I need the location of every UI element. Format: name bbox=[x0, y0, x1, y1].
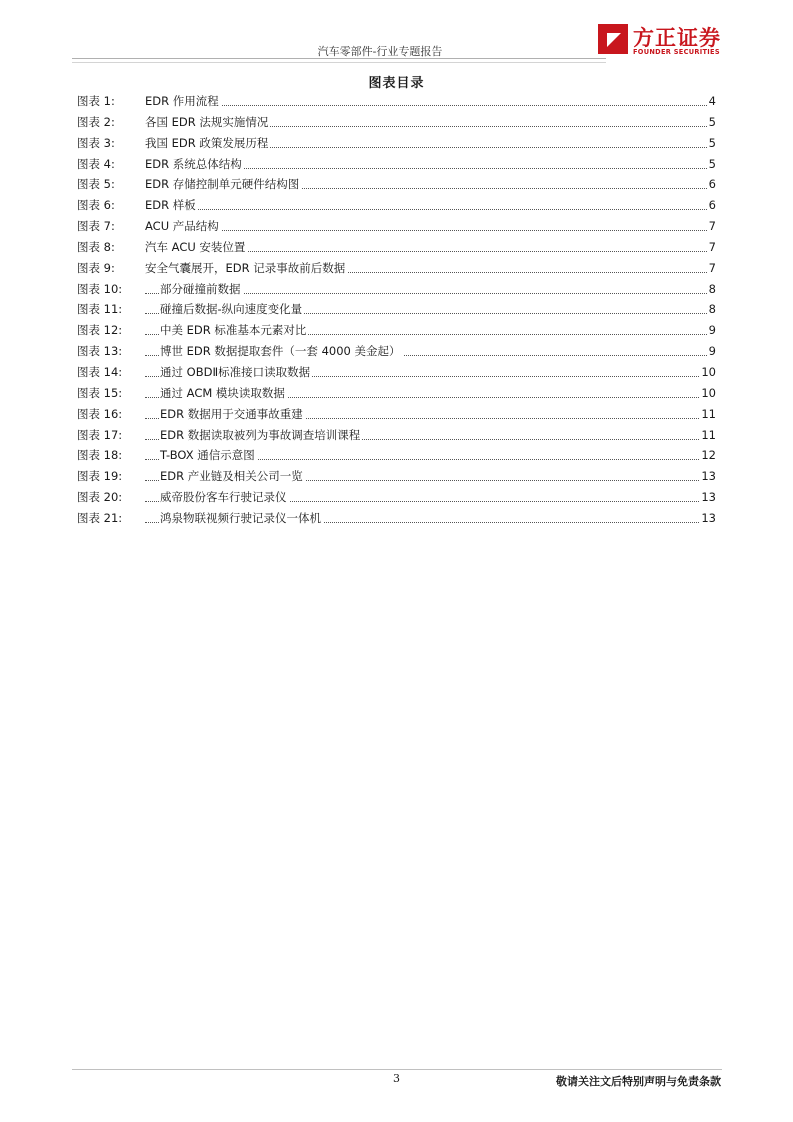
toc-entry[interactable] bbox=[0, 112, 793, 133]
toc-entry-label: 图表 14: bbox=[77, 364, 123, 379]
toc-entry-label: 图表 9: bbox=[77, 260, 115, 275]
toc-entry[interactable] bbox=[0, 174, 793, 195]
toc-entry-page[interactable]: 6 bbox=[707, 174, 716, 195]
toc-entry-page[interactable]: 9 bbox=[707, 341, 716, 362]
toc-entry-label: 图表 8: bbox=[77, 239, 115, 254]
toc-entry-title[interactable]: EDR 产业链及相关公司一览 bbox=[160, 466, 305, 487]
toc-title: 图表目录 bbox=[368, 76, 425, 91]
toc-entry-label: 图表 3: bbox=[77, 135, 115, 150]
toc-entry-title[interactable]: 通过 ACM 模块读取数据 bbox=[160, 383, 287, 404]
toc-dot-leader bbox=[145, 105, 709, 106]
toc-dot-leader bbox=[145, 209, 709, 210]
toc-entry[interactable] bbox=[0, 133, 793, 154]
toc-entry[interactable] bbox=[0, 237, 793, 258]
toc-entry[interactable] bbox=[0, 91, 793, 112]
toc-entry[interactable] bbox=[0, 425, 793, 446]
toc-entry-label: 图表 6: bbox=[77, 198, 115, 213]
toc-entry-page[interactable]: 7 bbox=[707, 258, 716, 279]
toc-entry-page[interactable]: 9 bbox=[707, 320, 716, 341]
toc-entry-label: 图表 4: bbox=[77, 156, 115, 171]
toc-entry-title[interactable]: 部分碰撞前数据 bbox=[160, 279, 243, 300]
toc-entry-label: 图表 7: bbox=[77, 219, 115, 234]
toc-entry-page[interactable]: 4 bbox=[707, 91, 716, 112]
toc-list bbox=[0, 91, 793, 529]
toc-entry-title[interactable]: ACU 产品结构 bbox=[145, 216, 221, 237]
toc-entry[interactable] bbox=[0, 404, 793, 425]
toc-entry-title[interactable]: 鸿泉物联视频行驶记录仪一体机 bbox=[160, 508, 323, 529]
toc-entry[interactable] bbox=[0, 383, 793, 404]
toc-entry[interactable] bbox=[0, 362, 793, 383]
toc-entry[interactable] bbox=[0, 466, 793, 487]
toc-entry[interactable] bbox=[0, 216, 793, 237]
toc-entry[interactable] bbox=[0, 508, 793, 529]
toc-entry-page[interactable]: 6 bbox=[707, 195, 716, 216]
toc-entry-title[interactable]: T-BOX 通信示意图 bbox=[160, 445, 257, 466]
toc-entry-title[interactable]: 安全气囊展开，EDR 记录事故前后数据 bbox=[145, 258, 347, 279]
disclaimer-text: 敬请关注文后特别声明与免责条款 bbox=[556, 1075, 721, 1088]
toc-entry-page[interactable]: 8 bbox=[707, 279, 716, 300]
toc-dot-leader bbox=[145, 230, 709, 231]
toc-entry-label: 图表 16: bbox=[77, 406, 123, 421]
brand-name-cn: 方正证券 bbox=[633, 26, 721, 50]
toc-entry-page[interactable]: 5 bbox=[707, 133, 716, 154]
toc-entry-label: 图表 1: bbox=[77, 94, 115, 108]
toc-entry[interactable] bbox=[0, 341, 793, 362]
toc-entry-title[interactable]: EDR 存储控制单元硬件结构图 bbox=[145, 174, 301, 195]
toc-entry-title[interactable]: EDR 样板 bbox=[145, 195, 198, 216]
toc-entry-title[interactable]: 汽车 ACU 安装位置 bbox=[145, 237, 247, 258]
founder-logo-icon bbox=[598, 24, 628, 54]
toc-entry-title[interactable]: EDR 作用流程 bbox=[145, 91, 221, 112]
header-divider bbox=[72, 58, 606, 59]
toc-entry-page[interactable]: 12 bbox=[699, 445, 716, 466]
toc-entry-page[interactable]: 10 bbox=[699, 362, 716, 383]
toc-entry-label: 图表 19: bbox=[77, 469, 123, 484]
toc-entry[interactable] bbox=[0, 195, 793, 216]
toc-entry-page[interactable]: 5 bbox=[707, 154, 716, 175]
founder-securities-logo bbox=[598, 20, 723, 60]
toc-entry-title[interactable]: 威帝股份客车行驶记录仪 bbox=[160, 487, 289, 508]
toc-entry-label: 图表 21: bbox=[77, 510, 123, 525]
toc-entry[interactable] bbox=[0, 320, 793, 341]
toc-entry-page[interactable]: 7 bbox=[707, 237, 716, 258]
toc-entry[interactable] bbox=[0, 487, 793, 508]
header-divider-secondary bbox=[72, 62, 606, 63]
toc-entry-page[interactable]: 11 bbox=[699, 404, 716, 425]
toc-entry-title[interactable]: 中美 EDR 标准基本元素对比 bbox=[160, 320, 308, 341]
toc-entry-label: 图表 17: bbox=[77, 427, 123, 442]
toc-entry-page[interactable]: 10 bbox=[699, 383, 716, 404]
toc-entry[interactable] bbox=[0, 279, 793, 300]
toc-entry-page[interactable]: 11 bbox=[699, 425, 716, 446]
toc-entry-page[interactable]: 7 bbox=[707, 216, 716, 237]
toc-entry[interactable] bbox=[0, 154, 793, 175]
toc-entry-title[interactable]: 我国 EDR 政策发展历程 bbox=[145, 133, 270, 154]
page-number: 3 bbox=[393, 1072, 400, 1085]
report-header-title: 汽车零部件-行业专题报告 bbox=[317, 45, 443, 58]
toc-entry-title[interactable]: 博世 EDR 数据提取套件（一套 4000 美金起） bbox=[160, 341, 403, 362]
toc-entry[interactable] bbox=[0, 299, 793, 320]
brand-name-en: FOUNDER SECURITIES bbox=[633, 48, 720, 56]
toc-entry-title[interactable]: EDR 系统总体结构 bbox=[145, 154, 244, 175]
toc-entry-title[interactable]: EDR 数据读取被列为事故调查培训课程 bbox=[160, 425, 362, 446]
toc-entry-label: 图表 20: bbox=[77, 490, 123, 505]
toc-entry-label: 图表 5: bbox=[77, 177, 115, 192]
toc-entry[interactable] bbox=[0, 258, 793, 279]
toc-entry-page[interactable]: 13 bbox=[699, 487, 716, 508]
toc-entry-page[interactable]: 8 bbox=[707, 299, 716, 320]
toc-entry-title[interactable]: 各国 EDR 法规实施情况 bbox=[145, 112, 270, 133]
toc-entry-label: 图表 12: bbox=[77, 323, 123, 338]
toc-entry-title[interactable]: EDR 数据用于交通事故重建 bbox=[160, 404, 305, 425]
toc-entry-page[interactable]: 5 bbox=[707, 112, 716, 133]
toc-entry-label: 图表 2: bbox=[77, 114, 115, 129]
toc-entry-page[interactable]: 13 bbox=[699, 466, 716, 487]
toc-entry-title[interactable]: 通过 OBDⅡ标准接口读取数据 bbox=[160, 362, 312, 383]
toc-entry-label: 图表 15: bbox=[77, 385, 123, 400]
toc-entry[interactable] bbox=[0, 445, 793, 466]
toc-entry-label: 图表 13: bbox=[77, 344, 123, 359]
toc-entry-title[interactable]: 碰撞后数据-纵向速度变化量 bbox=[160, 299, 304, 320]
toc-entry-label: 图表 18: bbox=[77, 448, 123, 463]
toc-entry-label: 图表 10: bbox=[77, 281, 123, 296]
footer-divider bbox=[72, 1069, 722, 1070]
toc-entry-page[interactable]: 13 bbox=[699, 508, 716, 529]
toc-entry-label: 图表 11: bbox=[77, 302, 123, 317]
